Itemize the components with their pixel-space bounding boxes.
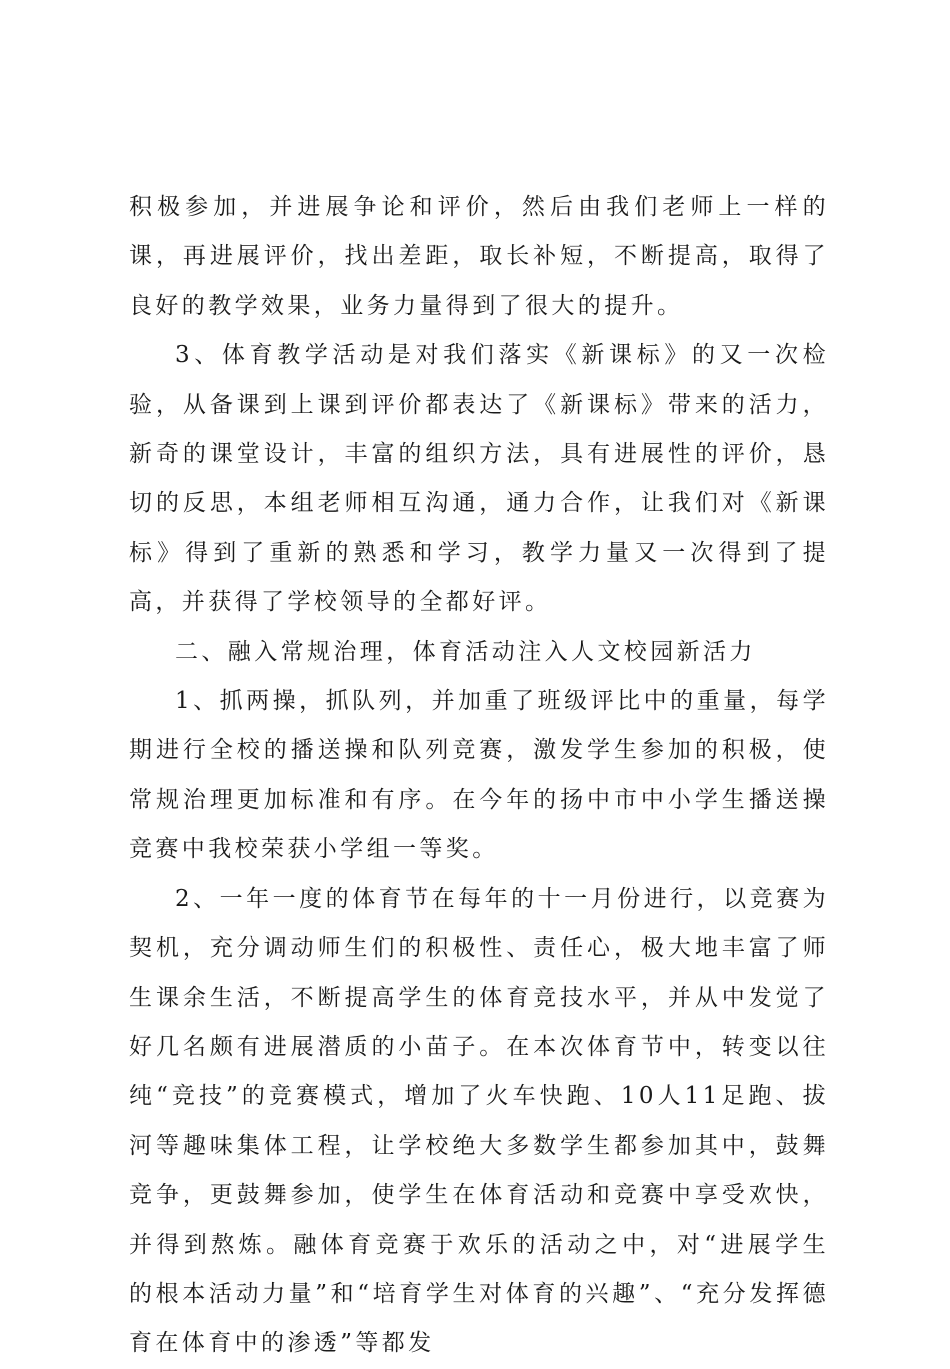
- body-text: [129, 183, 829, 1369]
- paragraph-item-1: 1、抓两操，抓队列，并加重了班级评比中的重量，每学期进行全校的播送操和队列竞赛，激发学生参加的积极，使常规治理更加标准和有序。在今年的扬中市中小学生播送操竞赛中我校荣获小学组一等奖。: [129, 688, 829, 863]
- paragraph-item-3: 3、体育教学活动是对我们落实《新课标》的又一次检验，从备课到上课到评价都表达了《新课标》带来的活力，新奇的课堂设计，丰富的组织方法，具有进展性的评价，恳切的反思，本组老师相互沟通，通力合作，让我们对《新课标》得到了重新的熟悉和学习，教学力量又一次得到了提高，并获得了学校领导的全都好评。: [129, 342, 829, 616]
- paragraph-continued: 积极参加，并进展争论和评价，然后由我们老师上一样的课，再进展评价，找出差距，取长补短，不断提高，取得了良好的教学效果，业务力量得到了很大的提升。: [129, 194, 829, 319]
- section-heading: 二、融入常规治理，体育活动注入人文校园新活力: [175, 638, 756, 665]
- paragraph-item-2: 2、一年一度的体育节在每年的十一月份进行，以竞赛为契机，充分调动师生们的积极性、责任心，极大地丰富了师生课余生活，不断提高学生的体育竞技水平，并从中发觉了好几名颇有进展潜质的小苗子。在本次体育节中，转变以往纯“竞技”的竞赛模式，增加了火车快跑、10人11足跑、拔河等趣味集体工程，让学校绝大多数学生都参加其中，鼓舞竞争，更鼓舞参加，使学生在体育活动和竞赛中享受欢快，并得到熬炼。融体育竞赛于欢乐的活动之中，对“进展学生的根本活动力量”和“培育学生对体育的兴趣”、“充分发挥德育在体育中的渗透”等都发: [129, 885, 829, 1357]
